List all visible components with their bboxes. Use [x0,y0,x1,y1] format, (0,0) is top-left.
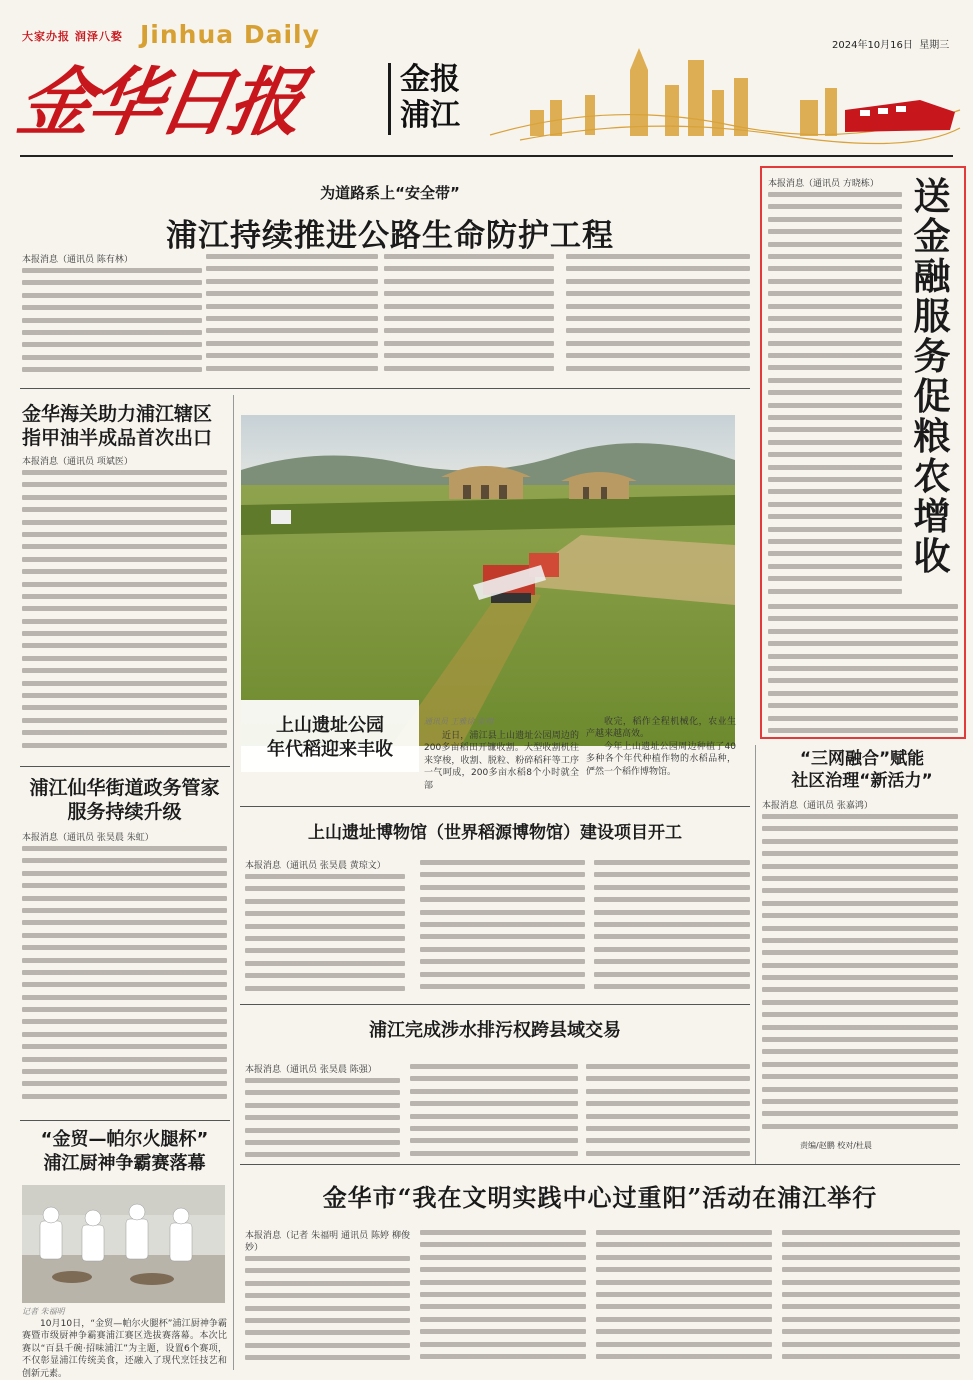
photo-caption-block [241,700,419,772]
lead-body-col-2 [206,254,378,378]
sewage-byline: 本报消息（通讯员 张昊晨 陈强） [245,1065,377,1075]
chongyang-body-col-2 [420,1230,586,1368]
photo-caption-title-line-1: 上山遗址公园 [276,715,384,736]
lead-byline: 本报消息（通讯员 陈有林） [22,255,133,265]
date: 2024年10月16日 [832,40,913,51]
masthead-logo: 金华日报 [11,60,307,146]
sewage-body-col-1 [245,1078,400,1160]
chef-competition-photo [22,1185,225,1303]
lead-rule [20,388,750,389]
edition-divider [388,63,391,135]
photo-caption-title [241,700,419,762]
museum-rule-bottom [240,1004,750,1005]
xianhua-headline: 浦江仙华街道政务管家服务持续升级 [29,777,220,823]
xianhua-byline: 本报消息（通讯员 张昊晨 朱虹） [22,833,154,843]
photo-caption-text-a: 近日，浦江县上山遗址公园周边的200多亩稻田开镰收割。大型收割机往来穿梭，收割、脱粒、粉碎稻秆等工序一气呵成，200多亩水稻8个小时就全部 [424,731,579,791]
chef-headline-line-1: “金贸—帕尔火腿杯” [40,1129,209,1150]
financial-service-title: 送金融服务 促粮农增收 [913,174,951,578]
chongyang-rule [240,1164,960,1165]
museum-rule-top [240,806,750,807]
edition-label [400,62,460,134]
lead-body-col-4 [566,254,750,378]
museum-body-col-3 [594,860,750,994]
customs-headline: 金华海关助力浦江辖区指甲油半成品首次出口 [22,403,213,449]
skyline-illustration [490,40,960,150]
chef-headline-line-2: 浦江厨神争霸赛落幕 [43,1153,206,1174]
masthead-slogan: 大家办报 润泽八婺 [22,30,123,43]
edition-line-1: 金报 [400,62,460,97]
customs-rule [20,766,230,767]
masthead-rule [20,155,953,157]
chef-caption-text: 10月10日，“金贸—帕尔火腿杯”浦江厨神争霸赛暨市级厨神争霸赛浦江赛区选拔赛落幕。本次比赛以“百县千碗·招味浦江”为主题，设置6个赛项，不仅彰显浦江传统美食，还融入了现代烹饪技艺和创新元素。 [22,1319,227,1379]
sanwang-headline [762,748,962,792]
chongyang-body-col-4 [782,1230,960,1368]
chef-caption [22,1318,227,1379]
weekday: 星期三 [919,40,950,51]
museum-headline: 上山遗址博物馆（世界稻源博物馆）建设项目开工 [308,823,682,843]
chongyang-body-col-1 [245,1256,410,1368]
financial-service-body-bottom [768,604,958,734]
sewage-body-col-2 [410,1064,578,1160]
photo-caption-text-c: 今年上山遗址公园周边种植了40多种各个年代种植作物的水稻品种，俨然一个稻作博物馆。 [586,741,736,777]
sanwang-byline: 本报消息（通讯员 张嘉鸿） [762,801,873,811]
photo-credit: 通讯员 王雅徐 张翔 [424,717,494,726]
lead-body-col-3 [384,254,554,378]
left-column-divider [233,395,234,1370]
financial-service-body-top [768,192,902,602]
sanwang-headline-line-2: 社区治理“新活力” [791,771,933,791]
rice-harvest-photo [241,415,735,746]
chongyang-body-col-3 [596,1230,772,1368]
chongyang-byline: 本报消息（记者 朱福明 通讯员 陈婷 柳俊妙） [245,1231,410,1254]
museum-body-col-1 [245,874,405,994]
photo-caption-title-line-2: 年代稻迎来丰收 [267,739,393,760]
sanwang-headline-line-1: “三网融合”赋能 [799,749,925,769]
museum-byline: 本报消息（通讯员 张昊晨 黄琼文） [245,861,386,871]
center-right-divider [755,745,756,1165]
financial-service-byline: 本报消息（通讯员 方晓栋） [768,179,879,189]
photo-caption-col-1 [424,730,579,791]
editor-credit: 责编/赵鹏 校对/杜晨 [800,1141,872,1150]
chef-photo-credit: 记者 朱福明 [22,1307,65,1316]
xianhua-rule [20,1120,230,1121]
xianhua-body [22,846,227,1116]
edition-line-2: 浦江 [400,98,460,133]
museum-body-col-2 [420,860,585,994]
sanwang-body [762,814,958,1132]
masthead-english-name: Jinhua Daily [140,20,320,49]
customs-byline: 本报消息（通讯员 项斌医） [22,457,133,467]
sewage-headline: 浦江完成涉水排污权跨县域交易 [369,1020,621,1041]
lead-kicker: 为道路系上“安全带” [320,184,460,202]
lead-headline: 浦江持续推进公路生命防护工程 [166,218,614,254]
photo-caption-text-b: 收完，稻作全程机械化，农业生产越来越高效。 [586,717,736,740]
chef-headline [22,1128,227,1176]
sewage-body-col-3 [586,1064,750,1160]
customs-body [22,470,227,760]
lead-body-col-1 [22,268,202,378]
chongyang-headline: 金华市“我在文明实践中心过重阳”活动在浦江举行 [322,1183,878,1212]
photo-caption-col-2 [586,716,736,788]
